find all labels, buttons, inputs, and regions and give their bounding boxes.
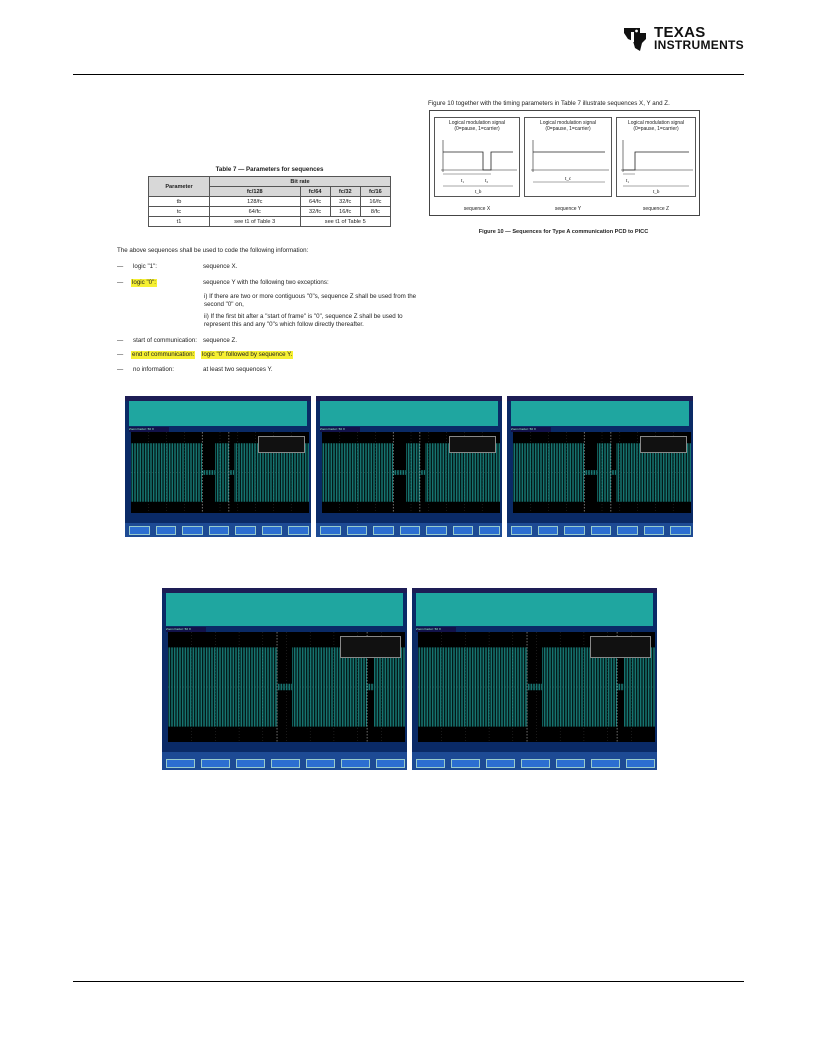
item-label: start of communication: <box>133 337 197 344</box>
scope-capture <box>412 588 657 770</box>
scope-menu-button <box>453 526 474 535</box>
ti-logo <box>620 20 750 60</box>
label-t2: t₂ <box>485 179 489 184</box>
item-text: sequence X. <box>203 263 238 270</box>
scope-overview-trace <box>129 401 307 426</box>
sequence-x-waveform <box>435 132 519 196</box>
list-item <box>117 263 427 271</box>
sequence-z-waveform <box>617 132 695 196</box>
figure10-intro: Figure 10 together with the timing parameters in Table 7 illustrate sequences X, Y and Z. <box>428 100 670 107</box>
scope-menu-button <box>617 526 638 535</box>
scope-menu-button <box>341 759 370 768</box>
scope-menu-button <box>156 526 177 535</box>
figure10 <box>429 110 700 216</box>
item-text: logic "0" followed by sequence Y. <box>202 351 293 358</box>
scope-menu-button <box>451 759 480 768</box>
scope-zoom-label: Zoom Factor: 50 X <box>511 427 551 432</box>
item-text: sequence Z. <box>203 337 238 344</box>
item-label: no information: <box>133 366 174 373</box>
label-tb: t_b <box>653 190 660 195</box>
dash: — <box>117 337 124 344</box>
cell: 16/fc <box>330 207 360 217</box>
scope-cursor-readout <box>640 436 687 453</box>
cell: see t1 of Table 3 <box>210 217 301 227</box>
scope-menu-button <box>182 526 203 535</box>
list-item <box>117 351 427 359</box>
row-param: t1 <box>149 217 210 227</box>
scope-capture <box>125 396 311 537</box>
panel-name: sequence Y <box>554 206 582 212</box>
scope-menu-button <box>670 526 691 535</box>
scope-menu-button <box>521 759 550 768</box>
cell: 64/fc <box>210 207 301 217</box>
scope-overview-trace <box>166 593 403 626</box>
exception-1: i) If there are two or more contiguous "0"s, sequence Z shall be used from the second "0" on, <box>204 293 417 308</box>
label-t1: t₁ <box>461 179 465 184</box>
scope-menu-button <box>347 526 368 535</box>
list-item <box>117 366 427 374</box>
cell: 32/fc <box>300 207 330 217</box>
cell: 128/fc <box>210 197 301 207</box>
panel-title: Logical modulation signal <box>539 120 597 126</box>
scope-menu-bar <box>507 523 693 537</box>
sequence-y-panel <box>524 117 612 212</box>
col-header: fc/64 <box>300 187 330 197</box>
scope-menu-button <box>235 526 256 535</box>
scope-menu-button <box>201 759 230 768</box>
panel-subtitle: (0=pause, 1=carrier) <box>545 126 591 132</box>
scope-menu-bar <box>316 523 502 537</box>
logo-text-line2: INSTRUMENTS <box>654 38 744 52</box>
scope-capture <box>507 396 693 537</box>
scope-menu-button <box>591 759 620 768</box>
table7-caption: Table 7 — Parameters for sequences <box>215 166 324 173</box>
sequence-x-panel <box>434 117 520 212</box>
row-param: tc <box>149 207 210 217</box>
scope-zoom-label: Zoom Factor: 50 X <box>166 627 206 632</box>
panel-name: sequence Z <box>642 206 670 212</box>
cell: 64/fc <box>300 197 330 207</box>
scope-menu-bar <box>412 752 657 770</box>
cell: see t1 of Table 5 <box>300 217 391 227</box>
dash: — <box>117 263 124 270</box>
item-text: sequence Y with the following two exceptions: <box>203 279 329 286</box>
scope-menu-button <box>591 526 612 535</box>
col-header: fc/128 <box>210 187 301 197</box>
scope-menu-button <box>486 759 515 768</box>
table-row <box>149 217 391 227</box>
label-t1: t₁ <box>626 179 630 184</box>
label-tc: t_c <box>565 177 572 182</box>
header-rule <box>73 74 744 75</box>
scope-menu-bar <box>162 752 407 770</box>
sequence-z-panel <box>616 117 696 212</box>
item-label: logic "0": <box>132 279 156 286</box>
table-row <box>149 207 391 217</box>
panel-title: Logical modulation signal <box>627 120 685 126</box>
logo-text-line1: TEXAS <box>654 24 706 41</box>
scope-menu-button <box>556 759 585 768</box>
scope-menu-button <box>400 526 421 535</box>
scope-menu-button <box>511 526 532 535</box>
scope-menu-button <box>373 526 394 535</box>
scope-menu-button <box>538 526 559 535</box>
list-item <box>117 279 427 287</box>
row-param: tb <box>149 197 210 207</box>
scope-menu-button <box>426 526 447 535</box>
col-header: fc/16 <box>360 187 390 197</box>
scope-zoom-label: Zoom Factor: 50 X <box>416 627 456 632</box>
param-header: Parameter <box>149 177 210 197</box>
ti-logo-icon <box>620 24 650 54</box>
panel-subtitle: (0=pause, 1=carrier) <box>454 126 500 132</box>
scope-menu-button <box>320 526 341 535</box>
item-label: logic "1": <box>133 263 157 270</box>
scope-cursor-readout <box>590 636 651 658</box>
dash: — <box>117 279 124 286</box>
scope-cursor-readout <box>340 636 401 658</box>
cell: 32/fc <box>330 197 360 207</box>
scope-capture <box>162 588 407 770</box>
footer-rule <box>73 981 744 982</box>
scope-overview-trace <box>416 593 653 626</box>
scope-overview-trace <box>511 401 689 426</box>
panel-name: sequence X <box>463 206 491 212</box>
scope-zoom-label: Zoom Factor: 50 X <box>320 427 360 432</box>
exception-2: ii) If the first bit after a "start of frame" is "0", sequence Z shall be used to represent this and any "0"s which follow directly thereafter. <box>204 313 403 328</box>
dash: — <box>117 366 124 373</box>
scope-menu-button <box>236 759 265 768</box>
scope-menu-button <box>644 526 665 535</box>
scope-menu-button <box>479 526 500 535</box>
scope-zoom-label: Zoom Factor: 50 X <box>129 427 169 432</box>
table-row <box>149 197 391 207</box>
coding-intro: The above sequences shall be used to code the following information: <box>117 247 309 254</box>
panel-subtitle: (0=pause, 1=carrier) <box>633 126 679 132</box>
scope-menu-button <box>288 526 309 535</box>
cell: 16/fc <box>360 197 390 207</box>
label-tb: t_b <box>475 190 482 195</box>
scope-menu-button <box>376 759 405 768</box>
scope-cursor-readout <box>449 436 496 453</box>
sequence-y-waveform <box>525 132 611 196</box>
scope-cursor-readout <box>258 436 305 453</box>
scope-menu-button <box>209 526 230 535</box>
scope-overview-trace <box>320 401 498 426</box>
bitrate-header: Bit rate <box>210 177 391 187</box>
scope-menu-button <box>306 759 335 768</box>
panel-title: Logical modulation signal <box>448 120 506 126</box>
figure10-caption: Figure 10 — Sequences for Type A communication PCD to PICC <box>478 229 649 235</box>
item-text: at least two sequences Y. <box>203 366 273 373</box>
list-item <box>117 337 427 345</box>
scope-capture <box>316 396 502 537</box>
scope-menu-button <box>416 759 445 768</box>
scope-menu-button <box>166 759 195 768</box>
item-label: end of communication: <box>132 351 195 358</box>
table7 <box>148 176 391 227</box>
scope-menu-button <box>564 526 585 535</box>
scope-menu-button <box>262 526 283 535</box>
scope-menu-button <box>271 759 300 768</box>
dash: — <box>117 351 124 358</box>
col-header: fc/32 <box>330 187 360 197</box>
scope-menu-button <box>626 759 655 768</box>
cell: 8/fc <box>360 207 390 217</box>
scope-menu-bar <box>125 523 311 537</box>
scope-menu-button <box>129 526 150 535</box>
